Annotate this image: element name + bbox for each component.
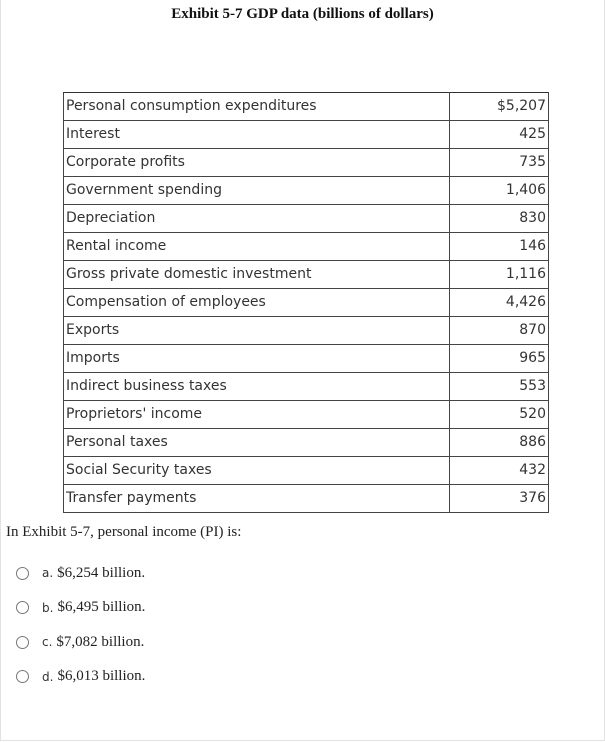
row-label: Exports bbox=[64, 317, 450, 345]
option-letter: d. bbox=[42, 669, 54, 684]
row-value: 4,426 bbox=[450, 289, 549, 317]
row-label: Gross private domestic investment bbox=[64, 261, 450, 289]
table-row bbox=[64, 345, 549, 373]
row-value: 1,406 bbox=[450, 177, 549, 205]
row-label: Transfer payments bbox=[64, 485, 450, 513]
row-label: Interest bbox=[64, 121, 450, 149]
table-row bbox=[64, 121, 549, 149]
table-row bbox=[64, 373, 549, 401]
radio-button[interactable] bbox=[16, 601, 29, 614]
table-row bbox=[64, 317, 549, 345]
row-label: Depreciation bbox=[64, 205, 450, 233]
answer-option[interactable] bbox=[16, 556, 145, 591]
row-value: 735 bbox=[450, 149, 549, 177]
table-row bbox=[64, 93, 549, 121]
row-label: Imports bbox=[64, 345, 450, 373]
option-letter: b. bbox=[42, 600, 54, 615]
answer-option[interactable] bbox=[16, 591, 145, 626]
table-row bbox=[64, 401, 549, 429]
gdp-data-table bbox=[63, 92, 549, 513]
table-row bbox=[64, 485, 549, 513]
table-row bbox=[64, 233, 549, 261]
table-row bbox=[64, 149, 549, 177]
answer-options bbox=[16, 556, 145, 694]
row-value: 1,116 bbox=[450, 261, 549, 289]
row-value: 146 bbox=[450, 233, 549, 261]
table-row bbox=[64, 261, 549, 289]
option-text: $6,013 billion. bbox=[57, 668, 146, 685]
option-text: $7,082 billion. bbox=[56, 633, 145, 650]
row-value: $5,207 bbox=[450, 93, 549, 121]
row-label: Personal taxes bbox=[64, 429, 450, 457]
radio-button[interactable] bbox=[16, 636, 29, 649]
row-value: 520 bbox=[450, 401, 549, 429]
table-row bbox=[64, 429, 549, 457]
table-row bbox=[64, 177, 549, 205]
table-row bbox=[64, 457, 549, 485]
row-label: Rental income bbox=[64, 233, 450, 261]
option-letter: a. bbox=[42, 566, 54, 581]
row-value: 425 bbox=[450, 121, 549, 149]
table-row bbox=[64, 205, 549, 233]
question-text: In Exhibit 5-7, personal income (PI) is: bbox=[6, 524, 242, 540]
row-label: Social Security taxes bbox=[64, 457, 450, 485]
row-label: Personal consumption expenditures bbox=[64, 93, 450, 121]
answer-option[interactable] bbox=[16, 660, 145, 695]
option-text: $6,254 billion. bbox=[57, 564, 146, 581]
radio-button[interactable] bbox=[16, 567, 29, 580]
exhibit-title: Exhibit 5-7 GDP data (billions of dollars) bbox=[171, 6, 434, 22]
row-value: 870 bbox=[450, 317, 549, 345]
answer-option[interactable] bbox=[16, 625, 145, 660]
row-label: Corporate profits bbox=[64, 149, 450, 177]
option-letter: c. bbox=[42, 635, 53, 650]
row-value: 886 bbox=[450, 429, 549, 457]
row-value: 432 bbox=[450, 457, 549, 485]
row-label: Indirect business taxes bbox=[64, 373, 450, 401]
row-value: 965 bbox=[450, 345, 549, 373]
row-value: 830 bbox=[450, 205, 549, 233]
row-label: Government spending bbox=[64, 177, 450, 205]
row-value: 553 bbox=[450, 373, 549, 401]
row-value: 376 bbox=[450, 485, 549, 513]
row-label: Proprietors' income bbox=[64, 401, 450, 429]
row-label: Compensation of employees bbox=[64, 289, 450, 317]
radio-button[interactable] bbox=[16, 670, 29, 683]
option-text: $6,495 billion. bbox=[57, 599, 146, 616]
table-row bbox=[64, 289, 549, 317]
